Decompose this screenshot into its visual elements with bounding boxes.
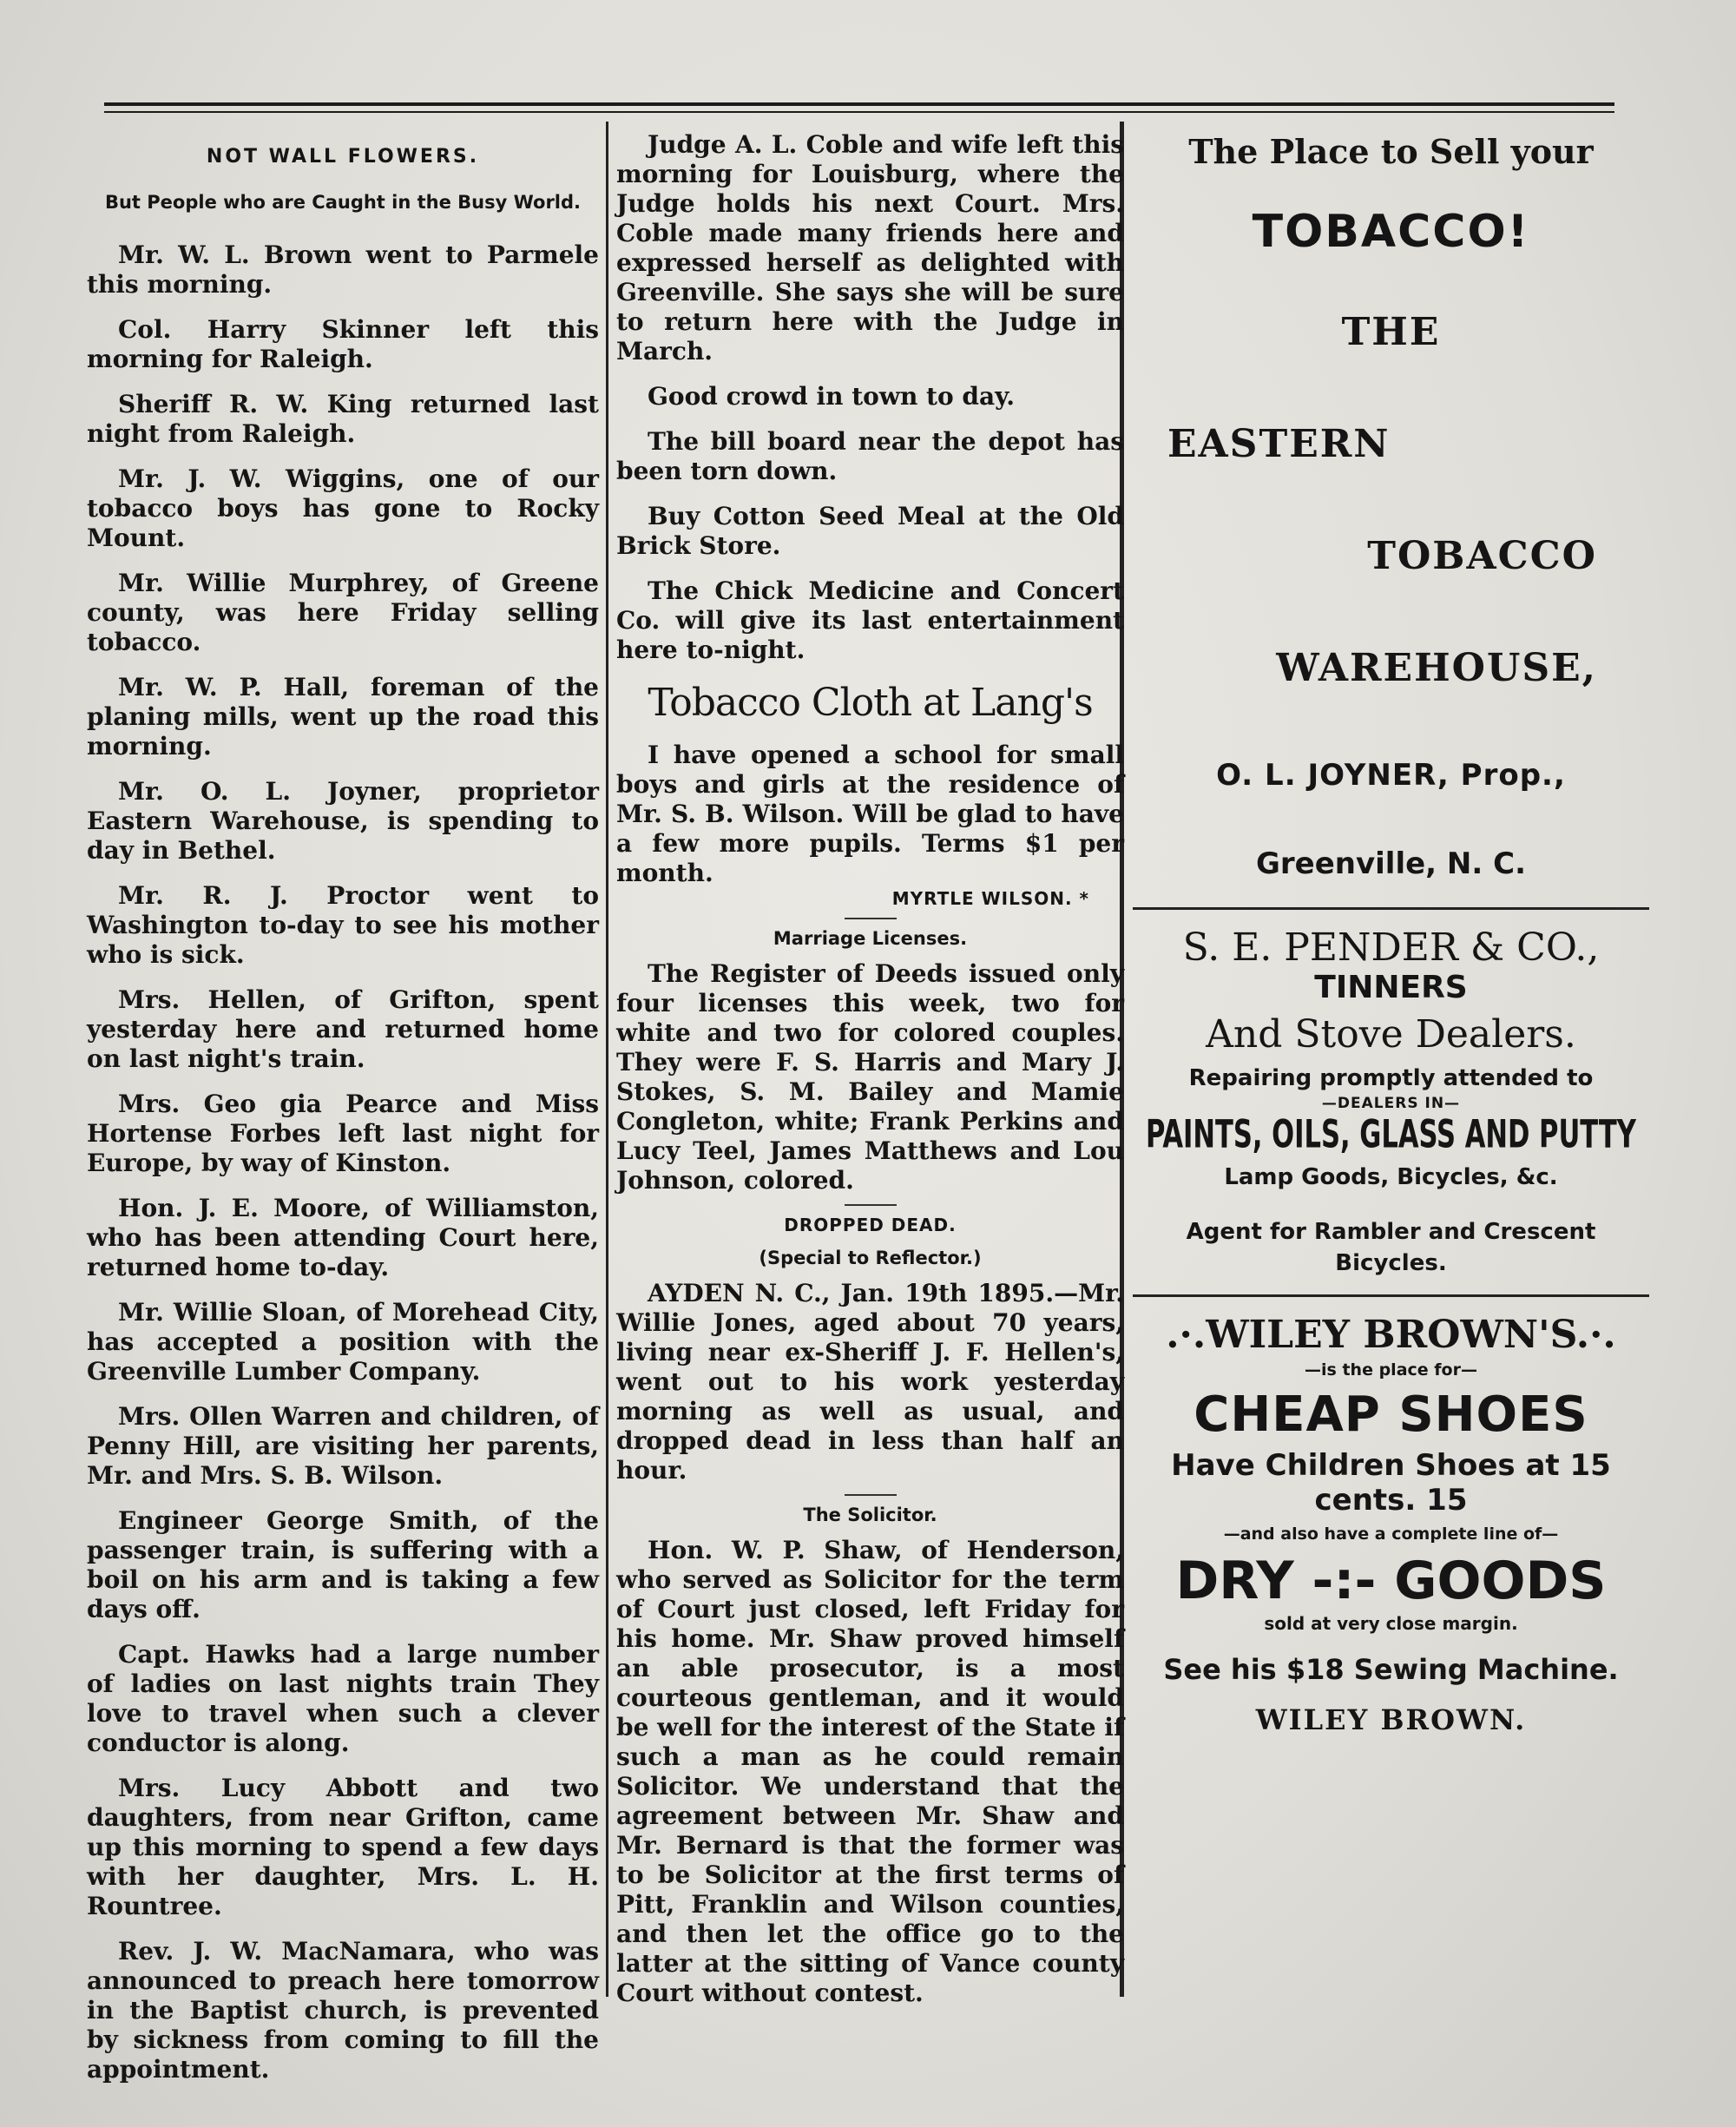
dropped-dead-heading: DROPPED DEAD. [784, 1215, 957, 1235]
ad-pender-lamp: Lamp Goods, Bicycles, &c. [1224, 1164, 1558, 1190]
ad-brown-margin: sold at very close margin. [1264, 1613, 1518, 1634]
ad-brown-sewing: See his $18 Sewing Machine. [1163, 1653, 1619, 1686]
news-item: Buy Cotton Seed Meal at the Old Brick Store. [616, 502, 1124, 560]
news-item: Mr. J. W. Wiggins, one of our tobacco boys has gone to Rocky Mount. [87, 464, 599, 552]
ad-pender-stove: And Stove Dealers. [1206, 1012, 1576, 1057]
ad-pender-repair: Repairing promptly attended to [1188, 1065, 1594, 1091]
news-item: Mrs. Hellen, of Grifton, spent yesterday here and returned home on last night's train. [87, 985, 599, 1073]
column-divider [606, 122, 608, 1997]
masthead-rule-thin [104, 111, 1614, 113]
news-item: The Chick Medicine and Concert Co. will give its last entertainment here to-night. [616, 576, 1124, 664]
news-item: Judge A. L. Coble and wife left this morning for Louisburg, where the Judge holds his next Court. Mrs. Coble made many friends here and expressed herself as delighted with Greenville. She says she will be sure to return here with the Judge in March. [616, 130, 1124, 365]
news-item: Mr. R. J. Proctor went to Washington to-day to see his mother who is sick. [87, 881, 599, 969]
ad-tobacco: TOBACCO! [1252, 206, 1530, 258]
news-item: Mr. W. L. Brown went to Parmele this morning. [87, 240, 599, 299]
column-notices [616, 130, 1124, 2017]
ad-brown-also: —and also have a complete line of— [1223, 1524, 1559, 1544]
warehouse-advertisement [1133, 132, 1649, 881]
marriage-text: The Register of Deeds issued only four licenses this week, two for white and two for colored couples. They were F. S. Harris and Mary J. Stokes, S. M. Bailey and Mamie Congleton, white; Frank Perkins and Lucy Teel, James Matthews and Lou Johnson, colored. [616, 959, 1124, 1195]
divider [845, 1204, 897, 1206]
news-item: Mr. O. L. Joyner, proprietor Eastern Warehouse, is spending to day in Bethel. [87, 777, 599, 865]
column-local-news [87, 130, 599, 2100]
news-item: The bill board near the depot has been torn down. [616, 427, 1124, 485]
ad-eastern: EASTERN [1167, 422, 1391, 466]
solicitor-heading: The Solicitor. [803, 1505, 937, 1525]
news-item: Engineer George Smith, of the passenger train, is suffering with a boil on his arm and is taking a few days off. [87, 1506, 599, 1623]
ad-warehouse: WAREHOUSE, [1276, 646, 1597, 690]
news-item: Mrs. Geo gia Pearce and Miss Hortense Forbes left last night for Europe, by way of Kinston. [87, 1090, 599, 1177]
news-item: Mrs. Ollen Warren and children, of Penny Hill, are visiting her parents, Mr. and Mrs. S. B. Wilson. [87, 1402, 599, 1490]
ad-pender-paints: PAINTS, OILS, GLASS AND PUTTY [1146, 1112, 1636, 1157]
news-item: Hon. J. E. Moore, of Williamston, who has been attending Court here, returned home to-day. [87, 1194, 599, 1281]
news-item: Mr. Willie Murphrey, of Greene county, was here Friday selling tobacco. [87, 569, 599, 656]
ad-pender-dealers: —DEALERS IN— [1321, 1095, 1461, 1112]
ad-divider [1133, 1294, 1649, 1297]
divider [845, 918, 897, 919]
column-advertisements [1133, 130, 1649, 1736]
ad-tagline: The Place to Sell your [1188, 132, 1594, 171]
ad-tobacco-line: TOBACCO [1367, 534, 1597, 578]
news-item: Rev. J. W. MacNamara, who was announced to preach here tomorrow in the Baptist church, is prevented by sickness from coming to fill the appointment. [87, 1937, 599, 2084]
news-items [87, 240, 599, 2084]
ad-proprietor: O. L. JOYNER, Prop., [1216, 758, 1566, 793]
ad-city: Greenville, N. C. [1255, 846, 1526, 881]
ad-divider [1133, 907, 1649, 910]
news-item: Good crowd in town to day. [648, 382, 1015, 411]
brown-advertisement [1133, 1313, 1649, 1736]
marriage-heading: Marriage Licenses. [773, 928, 968, 949]
news-item: Mrs. Lucy Abbott and two daughters, from near Grifton, came up this morning to spend a few days with her daughter, Mrs. L. H. Rountree. [87, 1774, 599, 1920]
masthead-rule [104, 102, 1614, 106]
pender-advertisement [1133, 925, 1649, 1279]
ad-brown-dry-goods: DRY -:- GOODS [1175, 1551, 1607, 1611]
ad-pender-name: S. E. PENDER & CO., [1182, 925, 1600, 970]
news-item: Capt. Hawks had a large number of ladies on last nights train They love to travel when such a clever conductor is along. [87, 1640, 599, 1757]
section-subheading: But People who are Caught in the Busy World. [104, 192, 582, 213]
ad-the: THE [1341, 310, 1441, 354]
ad-brown-shoes: CHEAP SHOES [1194, 1386, 1588, 1443]
news-item: Mr. Willie Sloan, of Morehead City, has accepted a position with the Greenville Lumber Company. [87, 1298, 599, 1386]
news-item: Col. Harry Skinner left this morning for Raleigh. [87, 315, 599, 373]
dropped-dead-subheading: (Special to Reflector.) [759, 1248, 982, 1268]
news-items [616, 130, 1124, 665]
news-item: Sheriff R. W. King returned last night from Raleigh. [87, 390, 599, 448]
school-notice: I have opened a school for small boys and girls at the residence of Mr. S. B. Wilson. Will be glad to have a few more pupils. Terms $1 per month. [616, 741, 1124, 887]
dropped-dead-text: AYDEN N. C., Jan. 19th 1895.—Mr. Willie Jones, aged about 70 years, living near ex-Sheriff J. F. Hellen's, went out to his work yesterday morning as well as usual, and dropped dead in less than half an hour. [616, 1279, 1124, 1485]
ad-pender-trade: TINNERS [1314, 970, 1468, 1005]
ad-brown-signature: WILEY BROWN. [1255, 1703, 1527, 1736]
solicitor-text: Hon. W. P. Shaw, of Henderson, who served as Solicitor for the term of Court just closed, left Friday for his home. Mr. Shaw proved himself an able prosecutor, is a most courteous gentleman, and it would be well for the interest of the State if such a man as he could remain Solicitor. We understand that the agreement between Mr. Shaw and Mr. Bernard is that the former was to be Solicitor at the first terms of Pitt, Franklin and Wilson counties, and then let the office go to the latter at the sitting of Vance county Court without contest. [616, 1536, 1124, 2007]
school-signature: MYRTLE WILSON. * [891, 888, 1089, 909]
ad-brown-name: .·.WILEY BROWN'S.·. [1166, 1313, 1616, 1357]
news-item: Mr. W. P. Hall, foreman of the planing mills, went up the road this morning. [87, 673, 599, 761]
ad-brown-children: Have Children Shoes at 15 cents. 15 [1171, 1448, 1611, 1518]
section-heading: NOT WALL FLOWERS. [206, 146, 480, 168]
divider [845, 1494, 897, 1496]
ad-brown-place: —is the place for— [1305, 1360, 1477, 1380]
ad-pender-agent: Agent for Rambler and Crescent Bicycles. [1186, 1219, 1596, 1276]
lang-heading: Tobacco Cloth at Lang's [648, 681, 1093, 725]
